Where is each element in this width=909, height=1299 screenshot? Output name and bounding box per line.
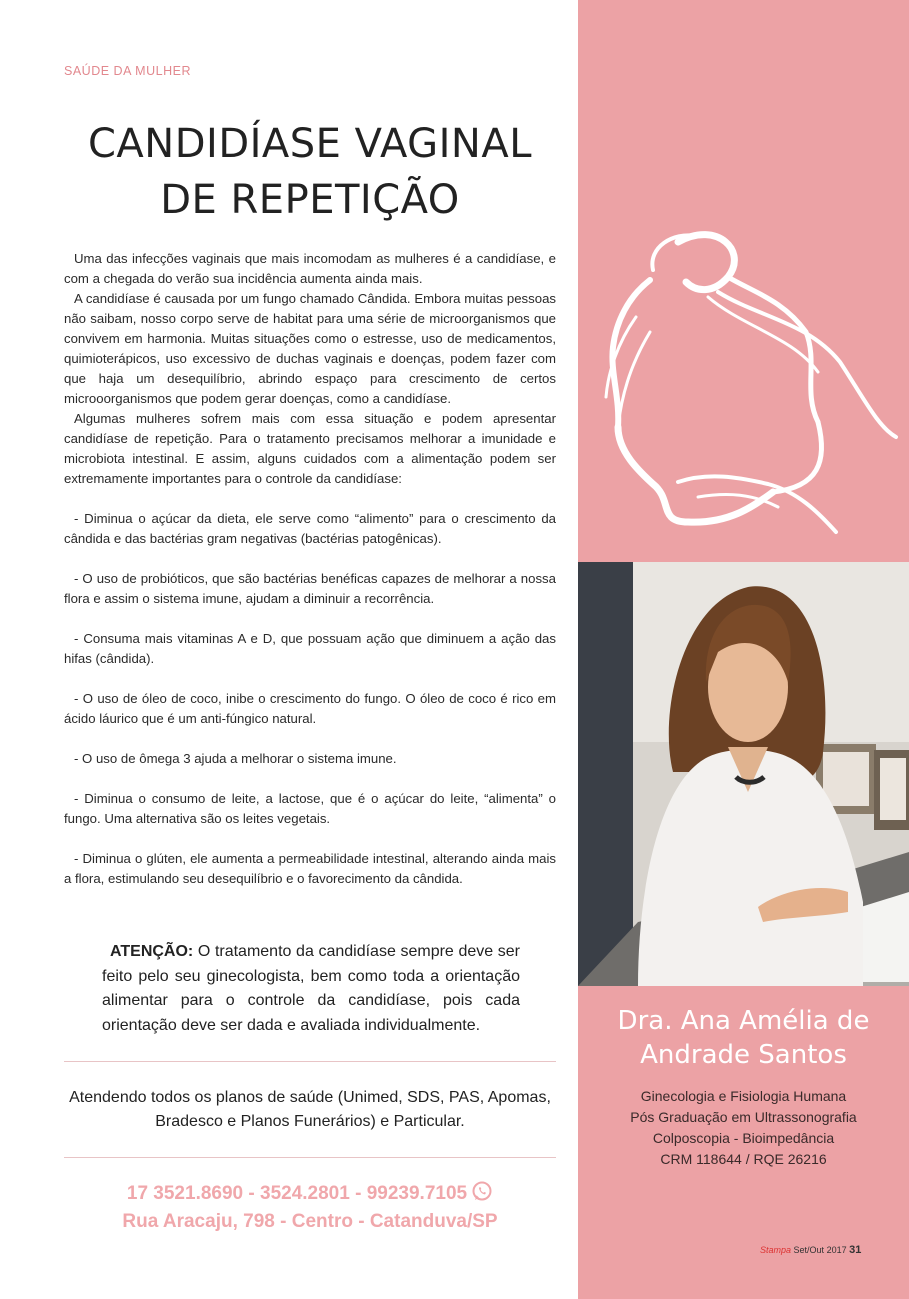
article-body (64, 249, 556, 889)
doctor-name-line-2: Andrade Santos (640, 1040, 847, 1070)
page-number: 31 (849, 1244, 862, 1256)
tip-item: - O uso de óleo de coco, inibe o crescimento do fungo. O óleo de coco é rico em ácido láurico que é um anti-fúngico natural. (64, 691, 556, 726)
address: Rua Aracaju, 798 - Centro - Catanduva/SP (122, 1211, 498, 1232)
magazine-brand: Stampa (760, 1245, 792, 1255)
paragraph: A candidíase é causada por um fungo chamado Cândida. Embora muitas pessoas não saibam, nosso corpo serve de habitat para uma série de microorganismos que convivem em harmonia. Muitas situações como o estresse, uso de medicamentos, quimioterápicos, uso excessivo de duchas vaginais e doenças, podem fazer com que haja um desequilíbrio, abrindo espaço para crescimento de certos microoorganismos que podem gerar doenças, como a candidíase. (64, 291, 556, 406)
tip-item: - Diminua o consumo de leite, a lactose, que é o açúcar do leite, “alimenta” o fungo. Uma alternativa são os leites vegetais. (64, 791, 556, 826)
divider (64, 1157, 556, 1158)
doctor-name-line-1: Dra. Ana Amélia de (617, 1006, 870, 1036)
insurance-plans: Atendendo todos os planos de saúde (Unimed, SDS, PAS, Apomas, Bradesco e Planos Funerários) e Particular. (69, 1089, 551, 1130)
article-title (64, 116, 556, 228)
attention-note (102, 940, 520, 1038)
paragraph: Algumas mulheres sofrem mais com essa situação e podem apresentar candidíase de repetição. Para o tratamento precisamos melhorar a imunidade e microbiota intestinal. E assim, alguns cuidados com a alimentação podem ser extremamente importantes para o controle da candidíase: (64, 411, 556, 486)
title-line-1: CANDIDÍASE VAGINAL (88, 121, 532, 167)
doctor-credentials (578, 1086, 909, 1170)
phones-text: 17 3521.8690 - 3524.2801 - 99239.7105 (126, 1183, 468, 1204)
phone-numbers (64, 1180, 556, 1211)
credential-line: Pós Graduação em Ultrassonografia (630, 1109, 857, 1125)
credential-line: Colposcopia - Bioimpedância (652, 1130, 835, 1146)
credential-line: Ginecologia e Fisiologia Humana (640, 1088, 847, 1104)
credential-line: CRM 118644 / RQE 26216 (660, 1151, 827, 1167)
page-folio (760, 1244, 861, 1256)
tip-item: - Diminua o glúten, ele aumenta a permeabilidade intestinal, alterando ainda mais a flora, estimulando seu desequilíbrio e o favorecimento da cândida. (64, 851, 556, 886)
issue-date: Set/Out 2017 (793, 1245, 847, 1255)
tip-item: - O uso de ômega 3 ajuda a melhorar o sistema imune. (74, 751, 397, 766)
doctor-photo (578, 562, 909, 986)
tip-item: - Consuma mais vitaminas A e D, que possuam ação que diminuem a ação das hifas (cândida). (64, 631, 556, 666)
tip-item: - O uso de probióticos, que são bactérias benéficas capazes de melhorar a nossa flora e assim o sistema imune, ajudam a diminuir a recorrência. (64, 571, 556, 606)
paragraph: Uma das infecções vaginais que mais incomodam as mulheres é a candidíase, e com a chegada do verão sua incidência aumenta ainda mais. (64, 251, 556, 286)
whatsapp-icon (471, 1180, 493, 1211)
section-tag: SAÚDE DA MULHER (64, 64, 191, 78)
title-line-2: DE REPETIÇÃO (160, 177, 460, 223)
woman-silhouette-illustration (578, 222, 909, 552)
divider (64, 1061, 556, 1062)
tip-item: - Diminua o açúcar da dieta, ele serve como “alimento” para o crescimento da cândida e das bactérias gram negativas (bactérias patogênicas). (64, 511, 556, 546)
attention-text: O tratamento da candidíase sempre deve ser feito pelo seu ginecologista, bem como toda a orientação alimentar para o controle da candidíase, pois cada orientação deve ser dada e avaliada individualmente. (102, 943, 520, 1034)
attention-label: ATENÇÃO: (110, 943, 194, 960)
doctor-panel (578, 0, 909, 1299)
doctor-name (578, 1004, 909, 1072)
